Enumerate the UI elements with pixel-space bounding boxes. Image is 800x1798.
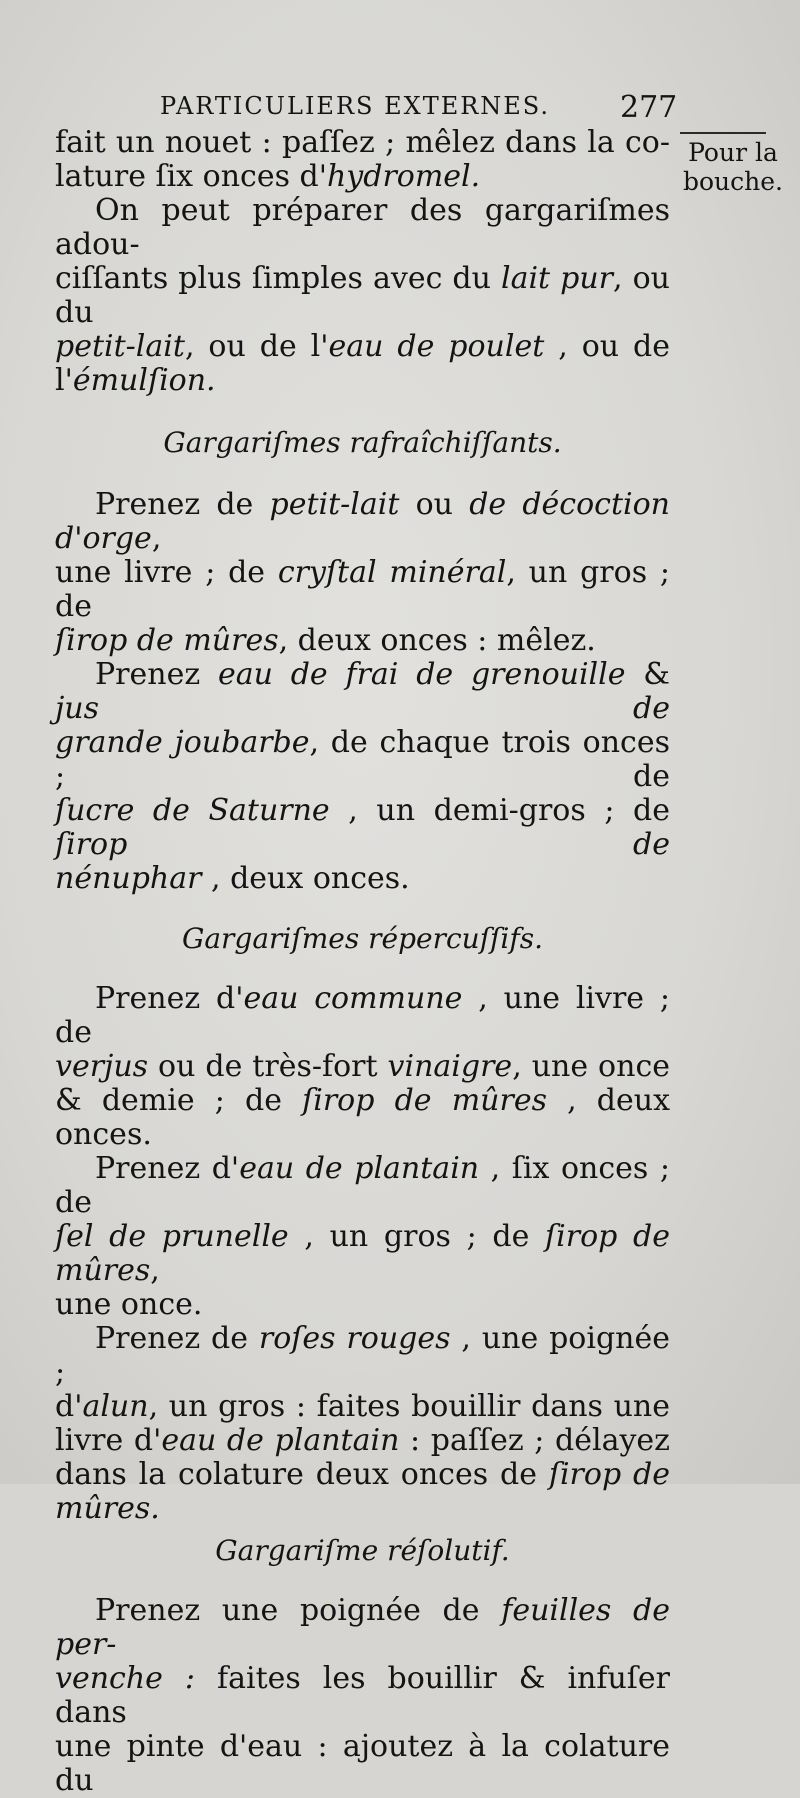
paragraph <box>55 658 670 896</box>
page-number: 277 <box>620 90 678 125</box>
text-line: ſirop de mûres, deux onces : mêlez. <box>55 623 596 658</box>
text-line: lature ſix onces d'hydromel. <box>55 159 481 194</box>
paragraph <box>55 982 670 1152</box>
text-line: une pinte d'eau : ajoutez à la colature du <box>55 1729 670 1798</box>
paragraph <box>55 1322 670 1526</box>
section-heading: Gargariſme réſolutif. <box>215 1534 510 1567</box>
text-line: & demie ; de ſirop de mûres , deux onces. <box>55 1083 671 1152</box>
margin-note <box>678 138 788 196</box>
text-line: Prenez d'eau de plantain , ſix onces ; de <box>55 1151 670 1220</box>
text-line: Prenez de petit-lait ou de décoction d'orge, <box>55 487 670 556</box>
section-heading: Gargariſmes rafraîchiſſants. <box>163 426 562 459</box>
text-line: ſucre de Saturne , un demi-gros ; de ſirop de <box>55 793 670 862</box>
text-line: grande joubarbe, de chaque trois onces ; de <box>55 725 670 794</box>
running-header <box>160 92 680 128</box>
margin-note-line: Pour la <box>688 138 778 167</box>
running-title: PARTICULIERS EXTERNES. <box>160 92 551 120</box>
paragraph <box>55 1152 670 1322</box>
text-line: d'alun, un gros : faites bouillir dans une <box>55 1389 670 1424</box>
intro-paragraph <box>55 126 670 194</box>
text-line: On peut préparer des gargariſmes adou- <box>55 193 670 262</box>
text-line: verjus ou de très-fort vinaigre, une once <box>55 1049 670 1084</box>
text-line: Prenez de roſes rouges , une poignée ; <box>55 1321 670 1390</box>
text-line: une livre ; de cryſtal minéral, un gros ; de <box>55 555 670 624</box>
page-body <box>55 126 670 1798</box>
text-line: Prenez d'eau commune , une livre ; de <box>55 981 671 1050</box>
paragraph <box>55 1594 670 1798</box>
text-line: l'émulſion. <box>55 363 216 398</box>
text-line: venche : faites les bouillir & infuſer dans <box>55 1661 671 1730</box>
text-line: Prenez une poignée de feuilles de per- <box>55 1593 670 1662</box>
text-line: livre d'eau de plantain : paſſez ; délayez <box>55 1423 670 1458</box>
text-line: dans la colature deux onces de ſirop de <box>55 1457 670 1492</box>
margin-rule <box>680 132 766 134</box>
text-line: nénuphar , deux onces. <box>55 861 410 896</box>
text-line: mûres. <box>55 1491 160 1526</box>
text-line: fait un nouet : paſſez ; mêlez dans la co- <box>55 125 670 160</box>
section-heading: Gargariſmes répercuſſifs. <box>181 922 544 955</box>
text-line: une once. <box>55 1287 203 1322</box>
text-line: petit-lait, ou de l'eau de poulet , ou de <box>55 329 670 364</box>
paragraph <box>55 488 670 658</box>
text-line: ſel de prunelle , un gros ; de ſirop de mûres, <box>55 1219 670 1288</box>
margin-note-line: bouche. <box>683 167 783 196</box>
text-line: ciſſants plus ſimples avec du lait pur, ou du <box>55 261 670 330</box>
text-line: Prenez eau de frai de grenouille & jus de <box>55 657 670 726</box>
paragraph <box>55 194 670 398</box>
